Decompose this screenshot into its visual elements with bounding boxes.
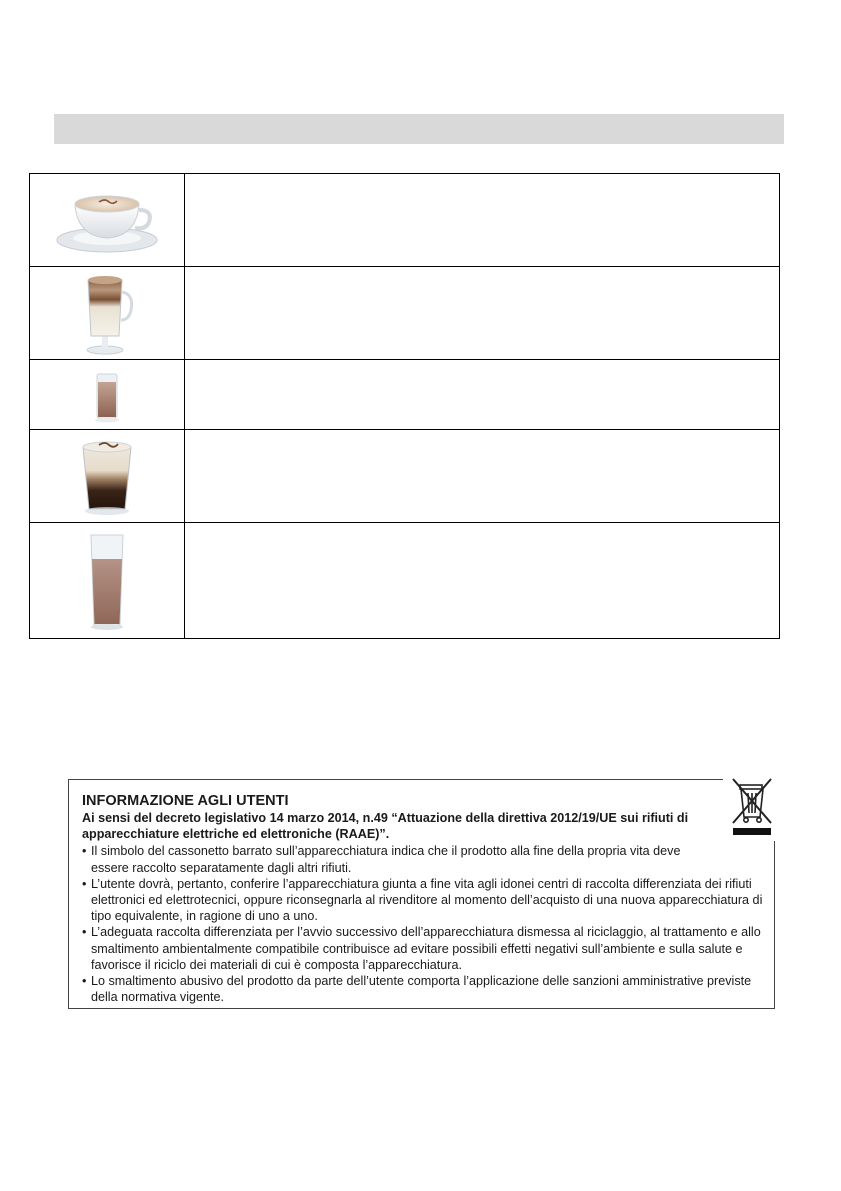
drink-description-cell [185, 360, 780, 430]
notice-list [82, 843, 772, 1005]
list-item-text: Il simbolo del cassonetto barrato sull’apparecchiatura indica che il prodotto alla fine della propria vita deve essere raccolto separatamente dagli altri rifiuti. [91, 844, 681, 875]
weee-notice-content [82, 793, 772, 1005]
drink-image-cell [30, 360, 185, 430]
drink-table [29, 173, 780, 639]
drink-description-cell [185, 523, 780, 639]
drink-description-cell [185, 174, 780, 267]
cappuccino-cup-icon [47, 180, 167, 260]
crossed-out-wheelie-bin-icon [723, 773, 781, 841]
weee-symbol [723, 773, 781, 841]
drink-row [30, 523, 780, 639]
list-item-text: L’utente dovrà, pertanto, conferire l’apparecchiatura giunta a fine vita agli idonei centri di raccolta differenziata dei rifiuti elettronici ed elettrotecnici, oppure riconsegnarla al rivenditore al momento dell’acquisto di una nuova apparecchiatura di tipo equivalente, in ragione di uno a uno. [91, 876, 763, 924]
drink-row [30, 430, 780, 523]
drink-row [30, 360, 780, 430]
hot-chocolate-small-glass-icon [87, 364, 127, 426]
notice-subtitle: Ai sensi del decreto legislativo 14 marzo 2014, n.49 “Attuazione della direttiva 2012/19/UE sui rifiuti di apparecchiature elettriche ed elettroniche (RAAE)”. [82, 811, 689, 842]
list-item [82, 924, 772, 973]
drink-row [30, 174, 780, 267]
list-item [82, 973, 772, 1005]
drink-description-cell [185, 267, 780, 360]
bullet-icon: • [82, 925, 87, 940]
bullet-icon: • [82, 974, 87, 989]
latte-macchiato-glass-icon [72, 270, 142, 356]
drink-image-cell [30, 267, 185, 360]
list-item [82, 876, 772, 925]
list-item-text: L’adeguata raccolta differenziata per l’avvio successivo dell’apparecchiatura dismessa al riciclaggio, al trattamento e allo smaltimento ambientalmente compatibile contribuisce ad evitare possibili effetti negativi sull’ambiente e sulla salute e favorisce il riciclo dei materiali di cui è composta l’apparecchiatura. [91, 925, 761, 972]
notice-title: INFORMAZIONE AGLI UTENTI [82, 793, 289, 809]
drink-image-cell [30, 523, 185, 639]
list-item [82, 843, 772, 875]
section-header-band [54, 114, 784, 144]
chocolate-milk-tall-glass-icon [77, 529, 137, 633]
layered-coffee-glass-icon [65, 433, 149, 519]
bullet-icon: • [82, 876, 87, 891]
drink-image-cell [30, 174, 185, 267]
drink-row [30, 267, 780, 360]
list-item-text: Lo smaltimento abusivo del prodotto da parte dell’utente comporta l’applicazione delle sanzioni amministrative previste della normativa vigente. [91, 974, 752, 1005]
drink-description-cell [185, 430, 780, 523]
drink-image-cell [30, 430, 185, 523]
bullet-icon: • [82, 844, 87, 859]
